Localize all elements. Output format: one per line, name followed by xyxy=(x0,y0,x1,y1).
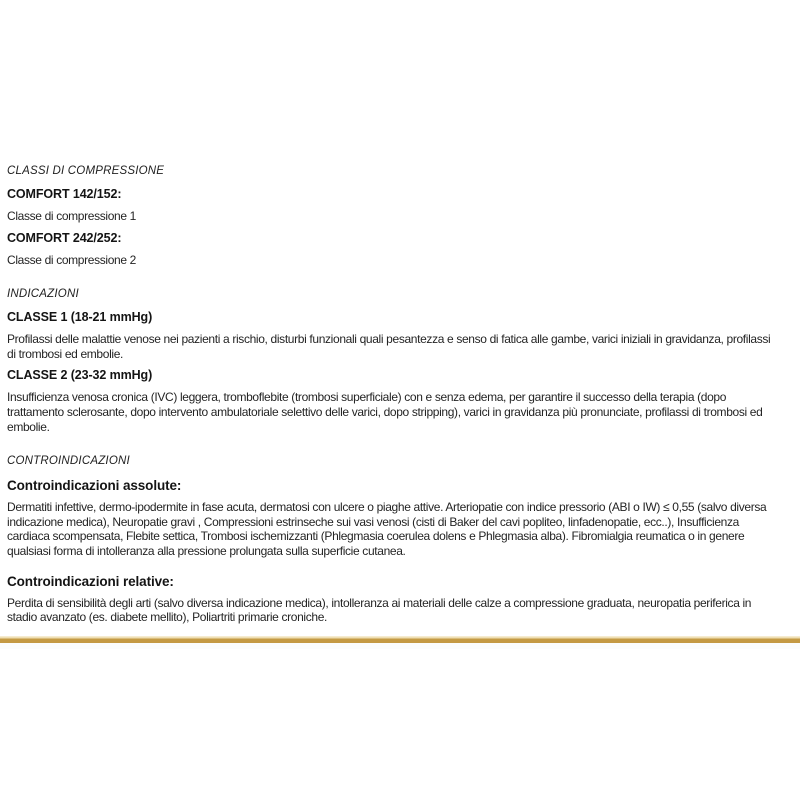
comfort-142-152-class: Classe di compressione 1 xyxy=(7,209,136,223)
divider-underglow xyxy=(0,643,800,649)
gold-divider-line xyxy=(0,636,800,643)
class2-title: CLASSE 2 (23-32 mmHg) xyxy=(7,368,153,383)
compression-classes-heading: CLASSI DI COMPRESSIONE xyxy=(7,165,165,177)
comfort-242-252-title: COMFORT 242/252: xyxy=(7,230,122,245)
section-contraindications xyxy=(7,454,778,625)
absolute-contraindications-text: Dermatiti infettive, dermo-ipodermite in fase acuta, dermatosi con ulcere o piaghe attive. Arteriopatie con indice pressorio (ABI o IW) ≤ 0,55 (salvo diversa indicazione medica), Neuropatie gravi , Compressioni estrinseche sui vasi venosi (cisti di Baker del cavi popliteo, linfadenopatie, ecc..), Insufficienza cardiaca scompensata, Flebite settica, Trombosi ischemizzanti (Phlegmasia coerulea dolens e Phlegmasia alba). Fibromialgia reumatica o in genere qualsiasi forma di intolleranza alla pressione prolungata sulla superficie cutanea. xyxy=(7,500,767,558)
class1-title: CLASSE 1 (18-21 mmHg) xyxy=(7,310,153,325)
relative-contraindications-block xyxy=(7,573,778,625)
absolute-contraindications-title: Controindicazioni assolute: xyxy=(7,478,182,494)
indications-heading: INDICAZIONI xyxy=(7,288,79,301)
class2-description: Insufficienza venosa cronica (IVC) leggera, tromboflebite (trombosi superficiale) con e senza edema, per garantire il successo della terapia (dopo trattamento sclerosante, dopo intervento ambulatoriale selettivo delle varici, dopo stripping), varici in gravidanza più pronunciate, profilassi di trombosi ed embolie. xyxy=(7,390,763,434)
relative-contraindications-title: Controindicazioni relative: xyxy=(7,573,174,589)
contraindications-heading: CONTROINDICAZIONI xyxy=(7,455,130,468)
comfort-142-152-title: COMFORT 142/152: xyxy=(7,187,122,201)
section-indications xyxy=(7,287,778,434)
absolute-contraindications-block xyxy=(7,477,778,558)
relative-contraindications-text: Perdita di sensibilità degli arti (salvo diversa indicazione medica), intolleranza ai materiali delle calze a compressione graduata, neuropatia periferica in stadio avanzato (es. diabete mellito), Poliartriti primarie croniche. xyxy=(7,595,752,625)
comfort-242-252-class: Classe di compressione 2 xyxy=(7,252,136,267)
section-compression-classes xyxy=(7,164,778,267)
class1-description: Profilassi delle malattie venose nei pazienti a rischio, disturbi funzionali quali pesantezza e senso di fatica alle gambe, varici iniziali in gravidanza, profilassi di trombosi ed embolie. xyxy=(7,332,771,361)
